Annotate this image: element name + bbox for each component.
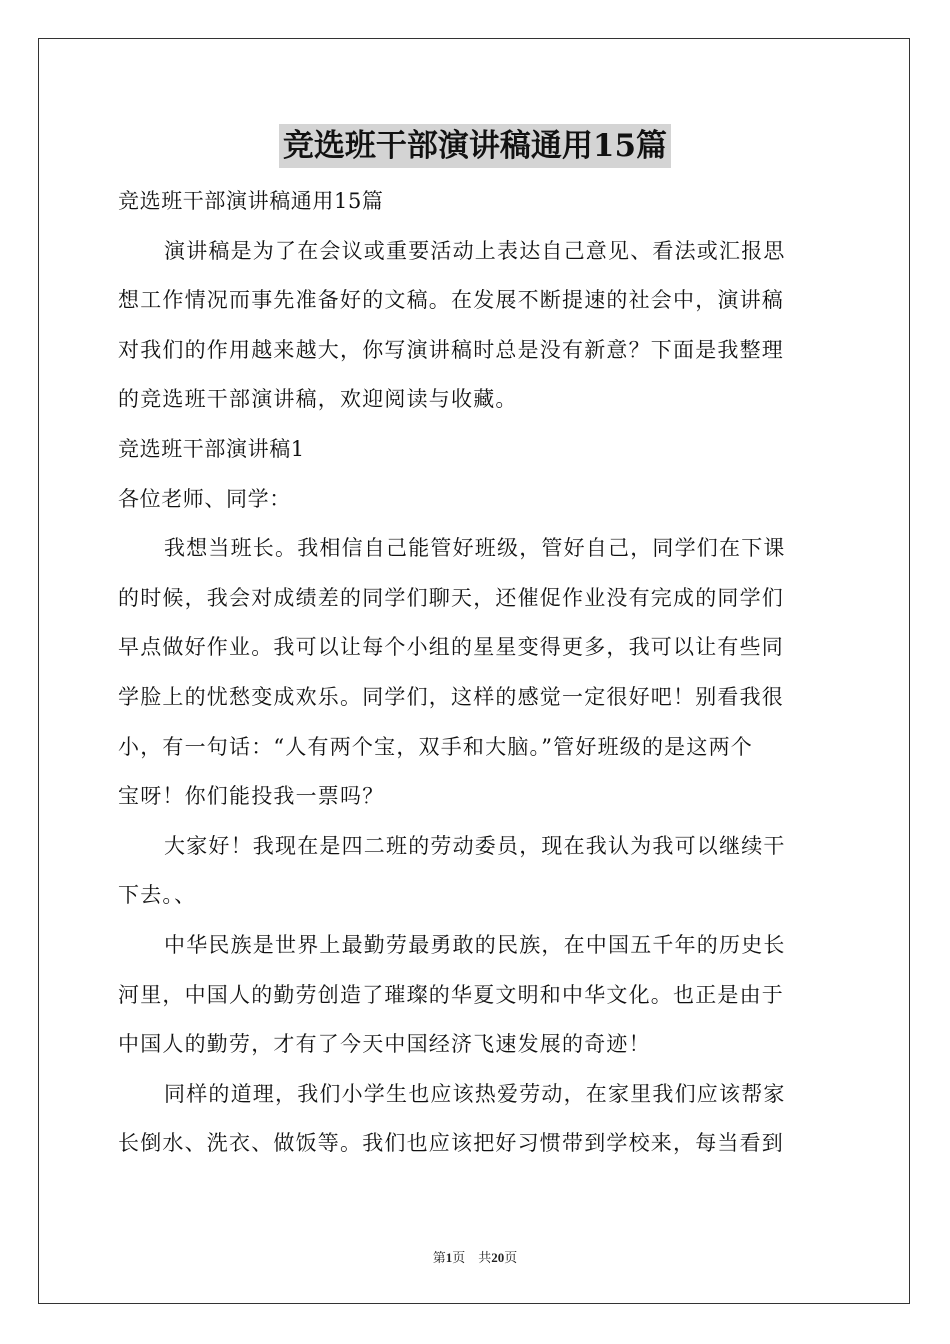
text-line: 中国人的勤劳，才有了今天中国经济飞速发展的奇迹！ (118, 1032, 651, 1057)
text-line: 河里，中国人的勤劳创造了璀璨的华夏文明和中华文化。也正是由于 (118, 982, 784, 1007)
text-line: 宝呀！你们能投我一票吗？ (118, 784, 385, 809)
text-line: 各位老师、同学： (118, 486, 291, 511)
document-title: 竞选班干部演讲稿通用15篇 (279, 124, 671, 168)
text-line: 中华民族是世界上最勤劳最勇敢的民族，在中国五千年的历史长 (164, 932, 786, 957)
text-line: 大家好！我现在是四二班的劳动委员，现在我认为我可以继续干 (164, 833, 786, 858)
text-line: 我想当班长。我相信自己能管好班级，管好自己，同学们在下课 (164, 536, 786, 561)
page-number: 第1页 (432, 1250, 466, 1265)
text-line: 竞选班干部演讲稿1 (118, 436, 305, 461)
text-line: 想工作情况而事先准备好的文稿。在发展不断提速的社会中，演讲稿 (118, 288, 784, 313)
text-line: 的竞选班干部演讲稿，欢迎阅读与收藏。 (118, 387, 518, 412)
text-line: 同样的道理，我们小学生也应该热爱劳动，在家里我们应该帮家 (164, 1081, 786, 1106)
text-line: 学脸上的忧愁变成欢乐。同学们，这样的感觉一定很好吧！别看我很 (118, 684, 784, 709)
text-line: 早点做好作业。我可以让每个小组的星星变得更多，我可以让有些同 (118, 635, 784, 660)
text-line: 演讲稿是为了在会议或重要活动上表达自己意见、看法或汇报思 (164, 238, 786, 263)
document-body (118, 177, 833, 1169)
text-line: 小，有一句话：“人有两个宝，双手和大脑。”管好班级的是这两个 (118, 734, 753, 759)
title-container (0, 124, 950, 168)
text-line: 的时候，我会对成绩差的同学们聊天，还催促作业没有完成的同学们 (118, 585, 784, 610)
page-total: 共20页 (478, 1250, 518, 1265)
text-line: 下去。、 (118, 883, 197, 908)
text-line: 竞选班干部演讲稿通用15篇 (118, 189, 384, 213)
text-line: 对我们的作用越来越大，你写演讲稿时总是没有新意？下面是我整理 (118, 337, 784, 362)
page-footer (0, 1247, 950, 1266)
text-line: 长倒水、洗衣、做饭等。我们也应该把好习惯带到学校来，每当看到 (118, 1131, 784, 1156)
